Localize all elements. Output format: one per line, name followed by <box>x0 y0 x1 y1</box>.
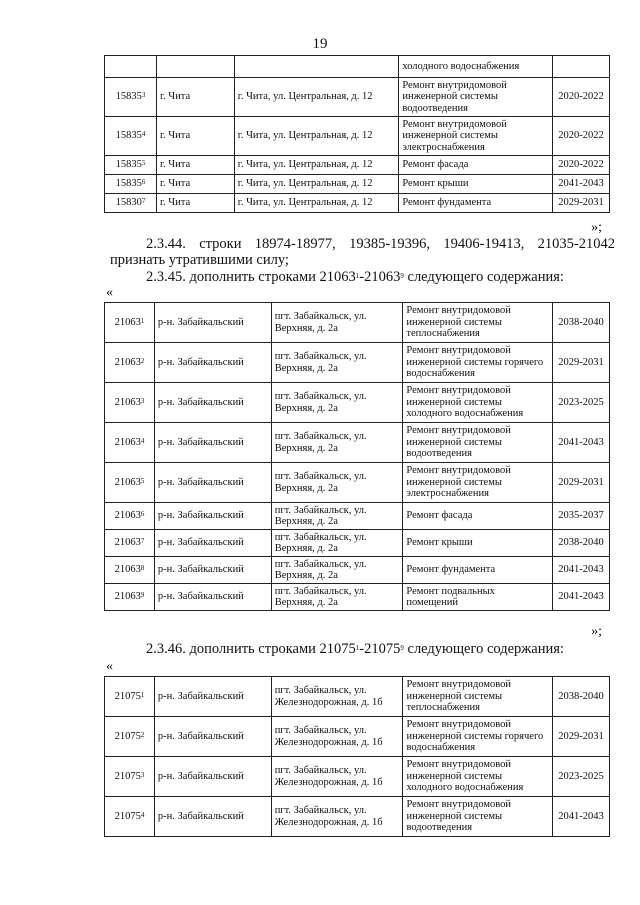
row-number-superscript: 1 <box>140 316 145 325</box>
cell-work: Ремонт внутридомовой инженерной системы водоотведения <box>399 78 553 117</box>
row-number <box>105 677 155 717</box>
cell-period: 2029-2031 <box>553 717 610 757</box>
cell-address: пгт. Забайкальск, ул. Верхняя, д. 2а <box>271 557 403 584</box>
para-2346-mid: -21075 <box>359 641 401 657</box>
table2-open-quote: « <box>106 285 113 300</box>
cell-period: 2041-2043 <box>553 557 610 584</box>
cell-address: г. Чита, ул. Центральная, д. 12 <box>234 78 399 117</box>
para-2345-pre: 2.3.45. дополнить строками 21063 <box>146 269 356 285</box>
row-number <box>105 584 155 611</box>
cell-period: 2020-2022 <box>553 117 610 156</box>
cell-city: г. Чита <box>156 175 234 194</box>
page-number: 19 <box>312 36 328 52</box>
table-row <box>105 175 610 194</box>
cell-city: г. Чита <box>156 117 234 156</box>
row-number-superscript: 9 <box>140 591 145 600</box>
row-number <box>105 423 155 463</box>
cell-address <box>234 56 399 78</box>
row-number-superscript: 2 <box>140 356 145 365</box>
cell-period: 2041-2043 <box>553 175 610 194</box>
row-number <box>105 503 155 530</box>
cell-address: г. Чита, ул. Центральная, д. 12 <box>234 175 399 194</box>
cell-period: 2029-2031 <box>553 463 610 503</box>
table-row <box>105 557 610 584</box>
table-row <box>105 584 610 611</box>
paragraph-2-3-46 <box>146 641 616 657</box>
table-row <box>105 194 610 213</box>
row-number-base: 21075 <box>114 770 141 782</box>
cell-work: холодного водоснабжения <box>399 56 553 78</box>
row-number-superscript: 5 <box>141 159 146 168</box>
cell-city <box>156 56 234 78</box>
cell-work: Ремонт внутридомовой инженерной системы электроснабжения <box>403 463 553 503</box>
cell-address: пгт. Забайкальск, ул. Железнодорожная, д. 1б <box>271 717 403 757</box>
para-2346-pre: 2.3.46. дополнить строками 21075 <box>146 641 356 657</box>
row-number-base: 15835 <box>115 91 142 103</box>
cell-work: Ремонт фасада <box>403 503 553 530</box>
row-number-superscript: 7 <box>141 197 146 206</box>
table2-closing-quote: »; <box>591 624 602 639</box>
cell-period: 2041-2043 <box>553 797 610 837</box>
cell-work: Ремонт фасада <box>399 156 553 175</box>
cell-address: пгт. Забайкальск, ул. Верхняя, д. 2а <box>271 303 403 343</box>
cell-address: г. Чита, ул. Центральная, д. 12 <box>234 194 399 213</box>
row-number-superscript: 7 <box>140 537 145 546</box>
para-2345-sup2: 9 <box>400 272 404 280</box>
cell-district: р-н. Забайкальский <box>154 530 271 557</box>
table-row <box>105 757 610 797</box>
cell-district: р-н. Забайкальский <box>154 797 271 837</box>
cell-work: Ремонт внутридомовой инженерной системы электроснабжения <box>399 117 553 156</box>
cell-period: 2041-2043 <box>553 423 610 463</box>
cell-work: Ремонт внутридомовой инженерной системы теплоснабжения <box>403 677 553 717</box>
table-row <box>105 56 610 78</box>
table-21075 <box>104 676 610 837</box>
row-number-base: 21063 <box>114 591 141 603</box>
row-number-superscript: 4 <box>140 436 145 445</box>
cell-period: 2035-2037 <box>553 503 610 530</box>
cell-work: Ремонт внутридомовой инженерной системы горячего водоснабжения <box>403 343 553 383</box>
table-row <box>105 677 610 717</box>
cell-address: пгт. Забайкальск, ул. Железнодорожная, д. 1б <box>271 677 403 717</box>
cell-work: Ремонт внутридомовой инженерной системы холодного водоснабжения <box>403 757 553 797</box>
cell-district: р-н. Забайкальский <box>154 303 271 343</box>
cell-work: Ремонт подвальных помещений <box>403 584 553 611</box>
cell-address: г. Чита, ул. Центральная, д. 12 <box>234 117 399 156</box>
table-row <box>105 530 610 557</box>
cell-period: 2023-2025 <box>553 383 610 423</box>
cell-address: пгт. Забайкальск, ул. Верхняя, д. 2а <box>271 463 403 503</box>
row-number-base: 21063 <box>114 510 141 522</box>
para-2346-post: следующего содержания: <box>403 641 564 657</box>
row-number-superscript: 8 <box>140 564 145 573</box>
cell-period: 2029-2031 <box>553 194 610 213</box>
cell-district: р-н. Забайкальский <box>154 717 271 757</box>
row-number-base: 21063 <box>114 436 141 448</box>
row-number <box>105 343 155 383</box>
row-number-superscript: 4 <box>140 810 145 819</box>
table-row <box>105 797 610 837</box>
row-number <box>105 463 155 503</box>
cell-district: р-н. Забайкальский <box>154 677 271 717</box>
row-number <box>105 383 155 423</box>
cell-address: пгт. Забайкальск, ул. Верхняя, д. 2а <box>271 383 403 423</box>
row-number <box>105 56 157 78</box>
cell-work: Ремонт внутридомовой инженерной системы горячего водоснабжения <box>403 717 553 757</box>
row-number-base: 21063 <box>114 564 141 576</box>
cell-work: Ремонт внутридомовой инженерной системы холодного водоснабжения <box>403 383 553 423</box>
row-number <box>105 194 157 213</box>
cell-address: пгт. Забайкальск, ул. Верхняя, д. 2а <box>271 423 403 463</box>
cell-district: р-н. Забайкальский <box>154 557 271 584</box>
paragraph-2-3-45 <box>146 269 616 285</box>
row-number-superscript: 5 <box>140 476 145 485</box>
cell-city: г. Чита <box>156 156 234 175</box>
row-number <box>105 757 155 797</box>
cell-address: пгт. Забайкальск, ул. Железнодорожная, д. 1б <box>271 797 403 837</box>
row-number <box>105 530 155 557</box>
row-number-base: 21063 <box>114 537 141 549</box>
table-row <box>105 717 610 757</box>
cell-period <box>553 56 610 78</box>
para-2345-mid: -21063 <box>359 269 401 285</box>
table-21063 <box>104 302 610 611</box>
cell-city: г. Чита <box>156 194 234 213</box>
cell-district: р-н. Забайкальский <box>154 383 271 423</box>
cell-address: пгт. Забайкальск, ул. Железнодорожная, д. 1б <box>271 757 403 797</box>
row-number-superscript: 6 <box>141 178 146 187</box>
cell-address: пгт. Забайкальск, ул. Верхняя, д. 2а <box>271 343 403 383</box>
cell-district: р-н. Забайкальский <box>154 343 271 383</box>
cell-period: 2023-2025 <box>553 757 610 797</box>
row-number <box>105 717 155 757</box>
cell-period: 2038-2040 <box>553 303 610 343</box>
row-number-superscript: 3 <box>141 91 146 100</box>
row-number-base: 21075 <box>114 810 141 822</box>
cell-address: пгт. Забайкальск, ул. Верхняя, д. 2а <box>271 584 403 611</box>
cell-work: Ремонт фундамента <box>403 557 553 584</box>
table-row <box>105 303 610 343</box>
table-row <box>105 383 610 423</box>
cell-period: 2038-2040 <box>553 530 610 557</box>
cell-work: Ремонт крыши <box>403 530 553 557</box>
cell-district: р-н. Забайкальский <box>154 584 271 611</box>
table-row <box>105 78 610 117</box>
row-number-base: 21063 <box>114 316 141 328</box>
para-2345-post: следующего содержания: <box>403 269 564 285</box>
cell-period: 2038-2040 <box>553 677 610 717</box>
row-number <box>105 78 157 117</box>
row-number <box>105 303 155 343</box>
para-2345-sup1: 1 <box>355 272 360 280</box>
row-number-superscript: 1 <box>140 690 145 699</box>
cell-district: р-н. Забайкальский <box>154 423 271 463</box>
table3-open-quote: « <box>106 659 113 674</box>
cell-work: Ремонт внутридомовой инженерной системы водоотведения <box>403 797 553 837</box>
row-number <box>105 797 155 837</box>
row-number <box>105 117 157 156</box>
row-number <box>105 557 155 584</box>
row-number-base: 21075 <box>114 690 141 702</box>
para-2346-sup2: 9 <box>400 644 404 652</box>
table-row <box>105 156 610 175</box>
cell-period: 2029-2031 <box>553 343 610 383</box>
cell-city: г. Чита <box>156 78 234 117</box>
row-number-superscript: 2 <box>140 730 145 739</box>
cell-work: Ремонт крыши <box>399 175 553 194</box>
cell-address: г. Чита, ул. Центральная, д. 12 <box>234 156 399 175</box>
row-number-superscript: 3 <box>140 770 145 779</box>
row-number-superscript: 6 <box>140 510 145 519</box>
row-number-superscript: 3 <box>140 396 145 405</box>
cell-work: Ремонт фундамента <box>399 194 553 213</box>
para-2346-sup1: 1 <box>355 644 360 652</box>
row-number <box>105 175 157 194</box>
table-row <box>105 503 610 530</box>
cell-period: 2020-2022 <box>553 156 610 175</box>
row-number-base: 15835 <box>115 130 142 142</box>
row-number-superscript: 4 <box>141 130 146 139</box>
row-number-base: 21075 <box>114 730 141 742</box>
cell-district: р-н. Забайкальский <box>154 463 271 503</box>
table-row <box>105 423 610 463</box>
cell-district: р-н. Забайкальский <box>154 503 271 530</box>
cell-address: пгт. Забайкальск, ул. Верхняя, д. 2а <box>271 503 403 530</box>
cell-period: 2020-2022 <box>553 78 610 117</box>
cell-period: 2041-2043 <box>553 584 610 611</box>
table-row <box>105 463 610 503</box>
row-number-base: 21063 <box>114 356 141 368</box>
table1-closing-quote: »; <box>591 220 602 235</box>
cell-district: р-н. Забайкальский <box>154 757 271 797</box>
cell-work: Ремонт внутридомовой инженерной системы теплоснабжения <box>403 303 553 343</box>
table-continuation <box>104 55 610 213</box>
row-number-base: 21063 <box>114 476 141 488</box>
table-row <box>105 343 610 383</box>
row-number-base: 15835 <box>115 178 142 190</box>
row-number <box>105 156 157 175</box>
row-number-base: 21063 <box>114 396 141 408</box>
table-row <box>105 117 610 156</box>
row-number-base: 15835 <box>115 159 142 171</box>
row-number-base: 15830 <box>115 197 142 209</box>
paragraph-2-3-44: 2.3.44. строки 18974-18977, 19385-19396, 19406-19413, 21035-21042 признать утратившими силу; <box>110 236 615 268</box>
cell-address: пгт. Забайкальск, ул. Верхняя, д. 2а <box>271 530 403 557</box>
cell-work: Ремонт внутридомовой инженерной системы водоотведения <box>403 423 553 463</box>
